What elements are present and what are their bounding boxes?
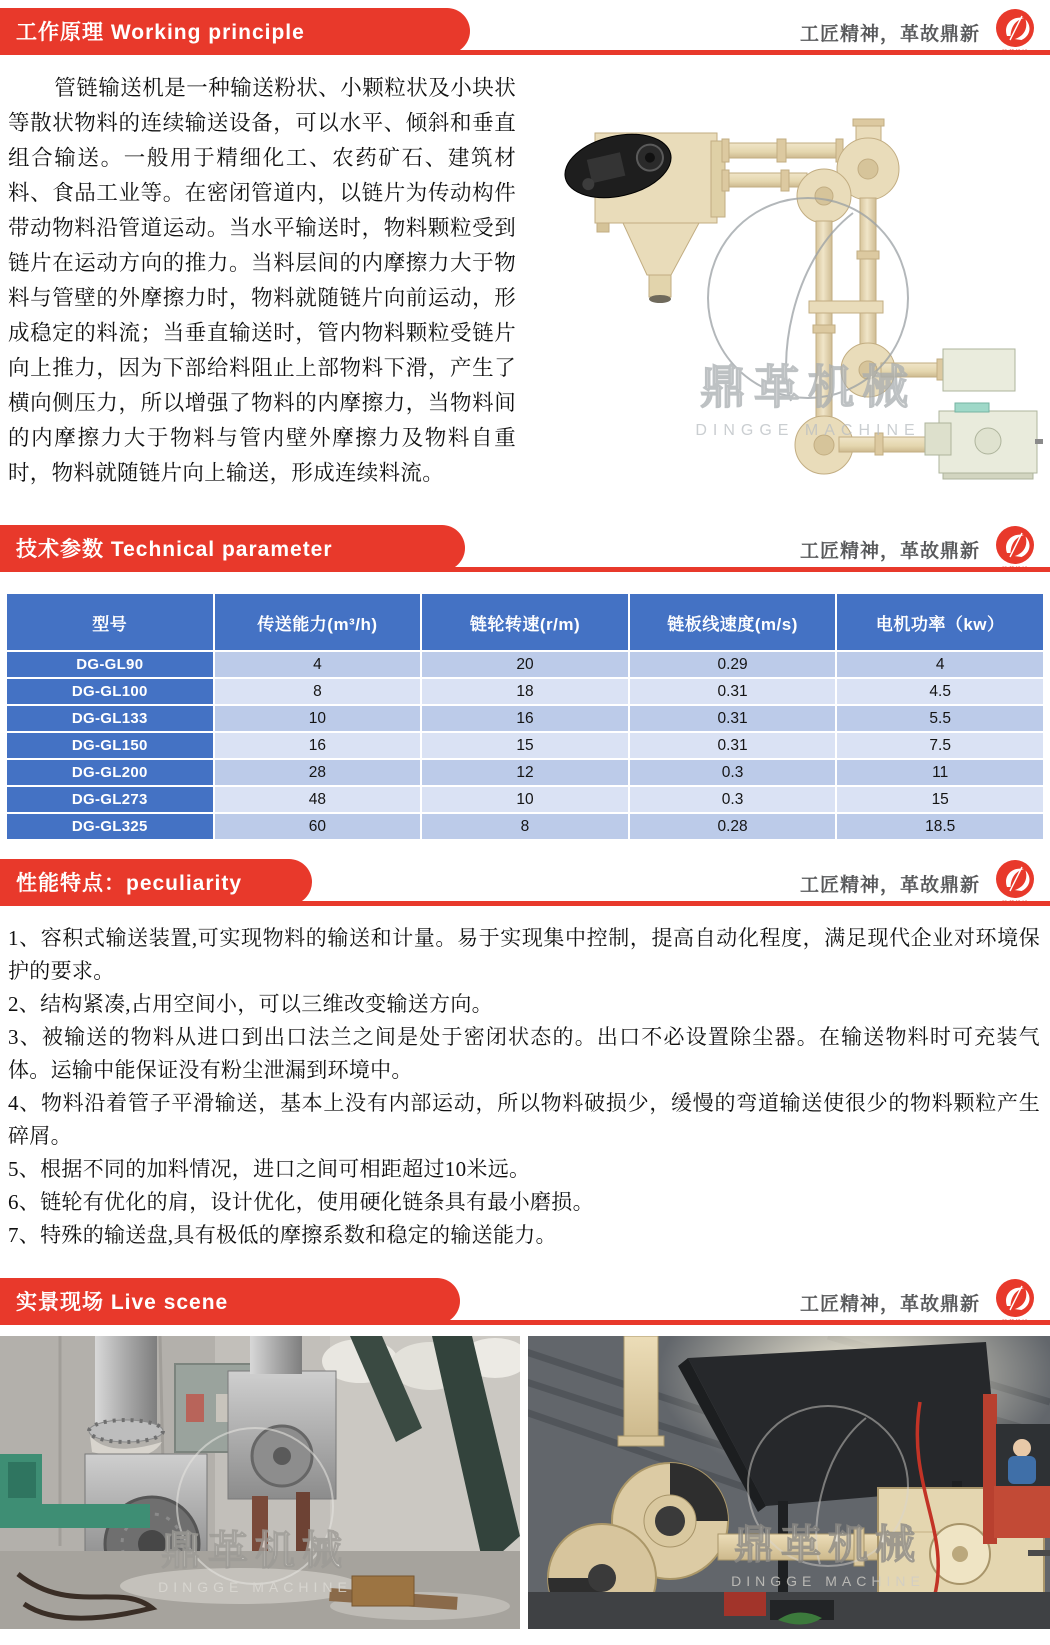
brand-logo-caption: 鼎革机械 — [1001, 566, 1029, 573]
value-cell: 4 — [214, 651, 422, 678]
value-cell: 11 — [836, 759, 1044, 786]
section-header-working — [0, 8, 1050, 55]
section-title: 工作原理 Working principle — [16, 21, 305, 44]
spec-row — [6, 813, 1044, 840]
brand-logo-icon — [995, 859, 1035, 899]
conveyor-drawing — [559, 119, 1043, 479]
spec-row — [6, 732, 1044, 759]
col-header-motor-power: 电机功率（kw） — [836, 593, 1044, 651]
model-cell: DG-GL133 — [6, 705, 214, 732]
section-pill — [0, 525, 465, 571]
section-pill — [0, 1278, 460, 1324]
spec-row — [6, 759, 1044, 786]
value-cell: 8 — [214, 678, 422, 705]
feature-item: 6、链轮有优化的肩，设计优化，使用硬化链条具有最小磨损。 — [8, 1190, 594, 1214]
spec-row — [6, 786, 1044, 813]
value-cell: 18.5 — [836, 813, 1044, 840]
value-cell: 28 — [214, 759, 422, 786]
col-header-sprocket-speed: 链轮转速(r/m) — [421, 593, 629, 651]
spec-header-row — [6, 593, 1044, 651]
watermark-en: DINGGE MACHINE — [158, 1579, 352, 1595]
section-header-technical — [0, 525, 1050, 572]
brand-logo — [990, 525, 1040, 573]
spec-row — [6, 651, 1044, 678]
value-cell: 20 — [421, 651, 629, 678]
value-cell: 12 — [421, 759, 629, 786]
brand-logo-icon — [995, 8, 1035, 48]
watermark-en: DINGGE MACHINE — [731, 1573, 925, 1589]
figure-watermark — [695, 198, 920, 439]
section-header-peculiarity — [0, 859, 1050, 906]
model-cell: DG-GL90 — [6, 651, 214, 678]
value-cell: 8 — [421, 813, 629, 840]
value-cell: 16 — [214, 732, 422, 759]
feature-item: 4、物料沿着管子平滑输送，基本上没有内部运动，所以物料破损少，缓慢的弯道输送使很少的物料颗粒产生碎屑。 — [8, 1091, 1040, 1148]
feature-item: 5、根据不同的加料情况，进口之间可相距超过10米远。 — [8, 1157, 531, 1181]
tube-chain-conveyor-illustration — [523, 73, 1043, 513]
brand-logo-icon — [995, 1278, 1035, 1318]
spec-table-head — [6, 593, 1044, 651]
col-header-model: 型号 — [6, 593, 214, 651]
live-scene-photo-workshop — [0, 1336, 520, 1629]
model-cell: DG-GL200 — [6, 759, 214, 786]
spec-row — [6, 678, 1044, 705]
value-cell: 0.31 — [629, 678, 837, 705]
brand-logo-icon — [995, 525, 1035, 565]
spec-table — [5, 592, 1045, 841]
section-pill — [0, 8, 470, 54]
value-cell: 7.5 — [836, 732, 1044, 759]
model-cell: DG-GL273 — [6, 786, 214, 813]
value-cell: 0.28 — [629, 813, 837, 840]
value-cell: 0.3 — [629, 759, 837, 786]
spec-table-body — [6, 651, 1044, 840]
watermark-zh: 鼎革机械 — [161, 1528, 349, 1573]
section-header-live-scene — [0, 1278, 1050, 1325]
watermark-en: DINGGE MACHINE — [695, 422, 921, 439]
value-cell: 15 — [836, 786, 1044, 813]
feature-item: 1、容积式输送装置,可实现物料的输送和计量。易于实现集中控制，提高自动化程度，满足现代企业对环境保护的要求。 — [8, 926, 1040, 983]
feature-list — [8, 922, 1040, 1254]
value-cell: 0.31 — [629, 732, 837, 759]
header-right — [800, 9, 1040, 55]
value-cell: 4 — [836, 651, 1044, 678]
brand-slogan: 工匠精神，革故鼎新 — [799, 1293, 980, 1315]
value-cell: 10 — [421, 786, 629, 813]
value-cell: 4.5 — [836, 678, 1044, 705]
header-right — [800, 860, 1040, 906]
value-cell: 0.3 — [629, 786, 837, 813]
feature-item: 2、结构紧凑,占用空间小，可以三维改变输送方向。 — [8, 992, 493, 1016]
section-title: 性能特点：peculiarity — [16, 872, 243, 895]
value-cell: 48 — [214, 786, 422, 813]
value-cell: 10 — [214, 705, 422, 732]
spec-row — [6, 705, 1044, 732]
feature-item: 3、被输送的物料从进口到出口法兰之间是处于密闭状态的。出口不必设置除尘器。在输送物料时可充装气体。运输中能保证没有粉尘泄漏到环境中。 — [8, 1025, 1040, 1082]
brand-logo-caption: 鼎革机械 — [1001, 49, 1029, 56]
section-title: 实景现场 Live scene — [16, 1291, 229, 1314]
col-header-chain-speed: 链板线速度(m/s) — [629, 593, 837, 651]
brand-slogan: 工匠精神，革故鼎新 — [799, 540, 980, 562]
model-cell: DG-GL150 — [6, 732, 214, 759]
header-right — [800, 1279, 1040, 1325]
brand-logo — [990, 859, 1040, 907]
value-cell: 5.5 — [836, 705, 1044, 732]
watermark-zh: 鼎革机械 — [700, 362, 916, 413]
value-cell: 16 — [421, 705, 629, 732]
brand-logo — [990, 1278, 1040, 1326]
header-right — [800, 526, 1040, 572]
value-cell: 60 — [214, 813, 422, 840]
value-cell: 15 — [421, 732, 629, 759]
watermark-zh: 鼎革机械 — [734, 1522, 922, 1567]
brand-slogan: 工匠精神，革故鼎新 — [799, 23, 980, 45]
model-cell: DG-GL100 — [6, 678, 214, 705]
value-cell: 18 — [421, 678, 629, 705]
section-title: 技术参数 Technical parameter — [16, 538, 333, 561]
col-header-capacity: 传送能力(m³/h) — [214, 593, 422, 651]
working-principle-paragraph: 管链输送机是一种输送粉状、小颗粒状及小块状等散状物料的连续输送设备，可以水平、倾斜和垂直组合输送。一般用于精细化工、农药矿石、建筑材料、食品工业等。在密闭管道内，以链片为传动构件带动物料沿管道运动。当水平输送时，物料颗粒受到链片在运动方向的推力。当料层间的内摩擦力大于物料与管壁的外摩擦力时，物料就随链片向前运动，形成稳定的料流；当垂直输送时，管内物料颗粒受链片向上推力，因为下部给料阻止上部物料下滑，产生了横向侧压力，所以增强了物料的内摩擦力，当物料间的内摩擦力大于物料与管内壁外摩擦力及物料自重时，物料就随链片向上输送，形成连续料流。 — [8, 76, 516, 485]
brand-logo — [990, 8, 1040, 56]
feature-item: 7、特殊的输送盘,具有极低的摩擦系数和稳定的输送能力。 — [8, 1223, 557, 1247]
brand-slogan: 工匠精神，革故鼎新 — [799, 874, 980, 896]
model-cell: DG-GL325 — [6, 813, 214, 840]
working-principle-section — [0, 55, 1050, 525]
brand-logo-caption: 鼎革机械 — [1001, 900, 1029, 907]
live-scene-photo-forklift — [528, 1336, 1050, 1629]
live-scene-photos — [0, 1336, 1050, 1629]
value-cell: 0.31 — [629, 705, 837, 732]
section-pill — [0, 859, 312, 905]
machine-figure — [516, 71, 1050, 525]
value-cell: 0.29 — [629, 651, 837, 678]
brand-logo-caption: 鼎革机械 — [1001, 1319, 1029, 1326]
